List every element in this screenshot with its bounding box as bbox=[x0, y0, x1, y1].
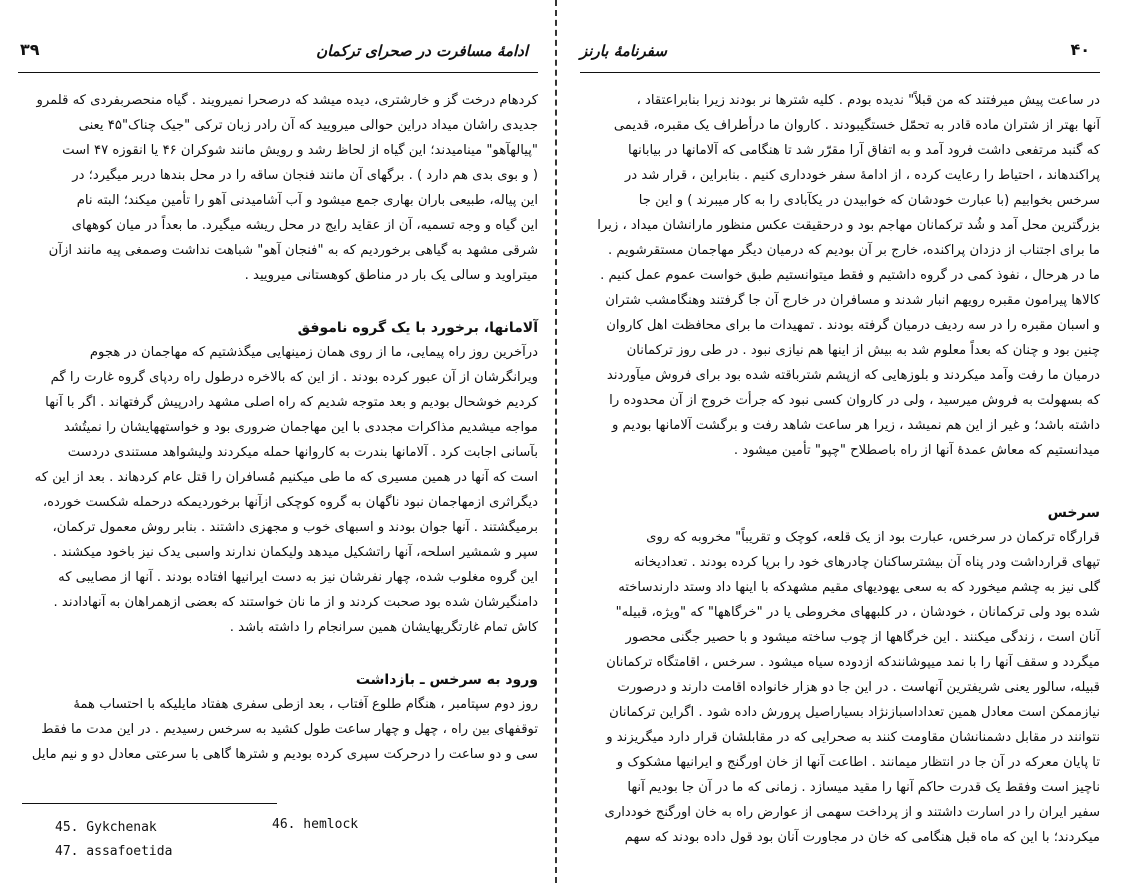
footnote-45: 45. Gykchenak bbox=[55, 820, 157, 835]
footnote-rule bbox=[22, 803, 277, 804]
left-paragraph-3 bbox=[20, 692, 538, 767]
text-line: سرخس بخوابیم (با عبارت خودشان که خوابیدن در یکآبادی را به کار میبرند ) و این جا bbox=[638, 193, 1100, 208]
text-line: روز دوم سپتامبر ، هنگام طلوع آفتاب ، بعد ازطی سفری هفتاد مایلیکه با احتساب همهٔ bbox=[73, 697, 538, 712]
text-line: درآخرین روز راه پیمایی، ما از روی همان زمینهایی میگذشتیم که مهاجمان در هجوم bbox=[89, 345, 538, 360]
text-line: تا پایان معرکه در آن جا در انتظار میمانند . اطاعت آنها از خان اورگنج و ایرانیها مشکوک و bbox=[616, 755, 1100, 770]
text-line: دامنگیرشان شده بود صحبت کردند و از ما نان خواستند که بعضی ازهمراهان به آنهادادند . bbox=[53, 595, 538, 610]
text-line: نیازممکن است معادل همین تعداداسبازنژاد بسیاراصیل پرورش داده شود . اگراین ترکمانان bbox=[609, 705, 1100, 720]
text-line: نتوانند در مقابل دشمنانشان مقاومت کنند به صحرایی که در مقابلشان قرار دارد میگریزند و bbox=[606, 730, 1100, 745]
text-line: کردهام درخت گز و خارشتری، دیده میشد که درصحرا نمیرویند . گیاه منحصربفردی که قلمرو bbox=[36, 93, 538, 108]
text-line: گلی نیز به چشم میخورد که به سعی یهودیهای مقیم مشهدکه با اینها داد وستد دارندساخته bbox=[618, 580, 1100, 595]
text-line: میگردد و سقف آنها را با نمد میپوشانندکه ازدوده سیاه میشود . سرخس ، اقامتگاه ترکمانان bbox=[606, 655, 1100, 670]
text-line: شده بود ولی ترکمانان ، خودشان ، در کلبههای مخروطی یا در "خرگاهها" که "ویژه، قبیله" bbox=[615, 605, 1100, 620]
left-paragraph-1 bbox=[20, 88, 538, 288]
text-line: قرارگاه ترکمان در سرخس، عبارت بود از یک قلعه، کوچک و تقریباً" مخروبه که روی bbox=[646, 530, 1100, 545]
left-page-body bbox=[20, 88, 538, 767]
text-line: کالاها پیرامون مقبره رویهم انبار شدند و مسافران در خارج آن جا گرفتند وهنگامشب شتران bbox=[605, 293, 1100, 308]
text-line: آنها بهتر از شتران ماده قادر به تحمّل خستگیبودند . کاروان ما درأطراف یک مقبره، قدیمی bbox=[613, 118, 1100, 133]
text-line: در ساعت پیش میرفتند که من قبلاً" ندیده بودم . کلیه شترها نر بودند زیرا بنابراعتقاد ، bbox=[636, 93, 1100, 108]
right-paragraph-2 bbox=[582, 525, 1100, 850]
text-line: که گنبد مرتفعی داشت فرود آمد و به اتفاق آرا مقرّر شد تا هنگامی که آلامانها در بیابانها bbox=[628, 143, 1100, 158]
section-heading-alamans: آلامانها، برخورد با یک گروه ناموفق bbox=[297, 320, 538, 336]
text-line: ویرانگرشان از آن عبور کرده بودند . از این که بالاخره درطول راه ردپای گروه غارت را گم bbox=[50, 370, 538, 385]
text-line: ناچیز است وفقط یک قدرت حاکم آنها را مقید میسازد . زمانی که ما در آن جا بودیم آنها bbox=[627, 780, 1100, 795]
text-line: مواجه میشدیم مذاکرات مجددی با این مهاجمان ضروری بود و خواستههایشان را نمیتُشد bbox=[63, 420, 538, 435]
text-line: برمیگشتند . آنها جوان بودند و اسبهای خوب و مجهزی داشتند . بنابر روش معمول ترکمان، bbox=[52, 520, 538, 535]
text-line: سپر و شمشیر اسلحه، آنها راتشکیل میدهد ولیکمان ندارند واسبی یدک نیز باخود میکشند . bbox=[52, 545, 538, 560]
text-line: آنان است ، زندگی میکنند . این خرگاهها از چوب ساخته میشود و با حصیر جگنی محصور bbox=[625, 630, 1100, 645]
text-line: میکردند؛ با این که ماه قبل هنگامی که خان در مجاورت آنان بود قول داده بودند که سهم bbox=[624, 830, 1100, 845]
left-running-title: ادامهٔ مسافرت در صحرای ترکمان bbox=[316, 42, 528, 60]
text-line: این گیاه و وجه تسمیه، آن از عقاید رایج در محل ریشه میگیرد. ما بعداً در میان کوههای bbox=[71, 218, 538, 233]
text-line: جدیدی راشان میداد دراین حوالی میرویید که آن رادر زبان ترکی "جیک چناک"۴۵ یعنی bbox=[78, 118, 538, 133]
right-running-title: سفرنامهٔ بارنز bbox=[580, 42, 667, 60]
text-line: قبیله، سالور یعنی شریفترین آنهاست . در این جا دو هزار خانواده اقامت دارند و درصورت bbox=[617, 680, 1100, 695]
text-line: پراکندهاند ، احتیاط را رعایت کرده ، از ادامهٔ سفر خودداری کنیم . بنابراین ، قرار شد در bbox=[624, 168, 1100, 183]
text-line: ( و بوی بدی هم دارد ) . برگهای آن مانند فنجان ساقه را در محل بندها دربر میگیرد؛ در bbox=[72, 168, 538, 183]
text-line: "پیالهآهو" مینامیدند؛ این گیاه از لحاظ رشد و رویش مانند شوکران ۴۶ یا انقوزه ۴۷ است bbox=[62, 143, 538, 158]
text-line: چنین بود و چنان که بعداً معلوم شد به بیش از اینها هم نیازی نبود . در طی روز ترکمانان bbox=[626, 343, 1100, 358]
text-line: توقفهای بین راه ، چهل و چهار ساعت طول کشید به سرخس رسیدیم . در این مدت ما فقط bbox=[41, 722, 538, 737]
text-line: بزرگترین محل آمد و شُد ترکمانان مهاجم بود و درحقیقت عکس منظور مارانشان میداد ، زیرا bbox=[597, 218, 1100, 233]
text-line: شرقی مشهد به گیاهی برخوردیم که به "فنجان آهو" شباهت نداشت وصمغی پیه مانند ازآن bbox=[48, 243, 538, 258]
left-page-header bbox=[18, 36, 538, 73]
left-paragraph-2 bbox=[20, 340, 538, 640]
footnote-47: 47. assafoetida bbox=[55, 844, 173, 859]
text-line: ما برای اجتناب از دزدان پراکنده، خارج بر آن بودیم که درمیان دیگر مهاجمان مستقرشویم . bbox=[607, 243, 1100, 258]
text-line: ما در هرحال ، نفوذ کمی در گروه داشتیم و فقط میتوانستیم طبق خواست عموم عمل کنیم . bbox=[600, 268, 1100, 283]
text-line: سفیر ایران را در اسارت داشتند و از پرداخت سهمی از عوارض راه به خان اورگنج خودداری bbox=[604, 805, 1100, 820]
right-page-body bbox=[582, 88, 1100, 850]
text-line: درمیان ما رفت وآمد میکردند و بلوزهایی که ازپشم شترباقته شده بود برای فروش میآوردند bbox=[606, 368, 1100, 383]
text-line: میتراوید و سالی یک بار در مناطق کوهستانی میرویید . bbox=[244, 268, 538, 283]
footnote-46: 46. hemlock bbox=[272, 817, 359, 832]
text-line: کردیم خوشحال بودیم و بعد متوجه شدیم که راه اصلی مشهد رادرپیش گرفتهاند . اگر با آنها bbox=[45, 395, 538, 410]
right-page-header bbox=[580, 36, 1100, 73]
text-line: بآسانی اجابت کرد . آلامانها بندرت به کاروانها حمله میکردند ولیشواهد مستندی دردست bbox=[67, 445, 538, 460]
text-line: این گروه مغلوب شده، چهار نفرشان نیز به دست ایرانیها افتاده بودند . آنها از مصایبی که bbox=[58, 570, 538, 585]
left-page bbox=[0, 0, 556, 883]
left-page-number: ۳۹ bbox=[20, 40, 40, 59]
text-line: سی و دو ساعت را درحرکت سپری کرده بودیم و شترها گاهی با سرعتی معادل دو و نیم مایل bbox=[31, 747, 538, 762]
text-line: که بسهولت به فروش میرسید ، ولی در کاروان کسی نبود که جرأت خروج از آن محدوده را bbox=[609, 393, 1100, 408]
text-line: کاش تمام غارتگریهایشان همین سرانجام را داشته باشد . bbox=[229, 620, 538, 635]
text-line: این پیاله، طبیعی باران بهاری جمع میشود و آب آشامیدنی آهو را تأمین میکند؛ البته نام bbox=[76, 193, 538, 208]
right-page bbox=[560, 0, 1128, 883]
text-line: داشته باشد؛ و غیر از این هم نمیشد ، زیرا هر ساعت شاهد رفت و برگشت آلامانها بودیم و bbox=[612, 418, 1100, 433]
right-page-number: ۴۰ bbox=[1070, 40, 1090, 59]
text-line: دیگراثری ازمهاجمان نبود ناگهان به گروه کوچکی ازآنها برخوردیمکه درحمله شکست خورده، bbox=[42, 495, 538, 510]
section-heading-sarakhs: سرخس bbox=[1047, 505, 1100, 521]
right-paragraph-1 bbox=[582, 88, 1100, 463]
text-line: تپهای قرارداشت ودر پناه آن بیشترساکنان چادرهای خود را برپا کرده بودند . تعدادیخانه bbox=[633, 555, 1100, 570]
section-heading-sarakhs-arrival: ورود به سرخس ـ بازداشت bbox=[355, 672, 538, 688]
text-line: میدانستیم که معاش عمدهٔ آنها از راه باصطلاح "چپو" تأمین میشود . bbox=[733, 443, 1100, 458]
text-line: و اسبان مقبره را در سه ردیف درمیان گرفته بودند . تمهیدات ما برای محافظت اهل کاروان bbox=[606, 318, 1100, 333]
text-line: است که آنها در همین مسیری که ما طی میکنیم مُسافران را قتل عام کردهاند . بعد از این که bbox=[34, 470, 538, 485]
